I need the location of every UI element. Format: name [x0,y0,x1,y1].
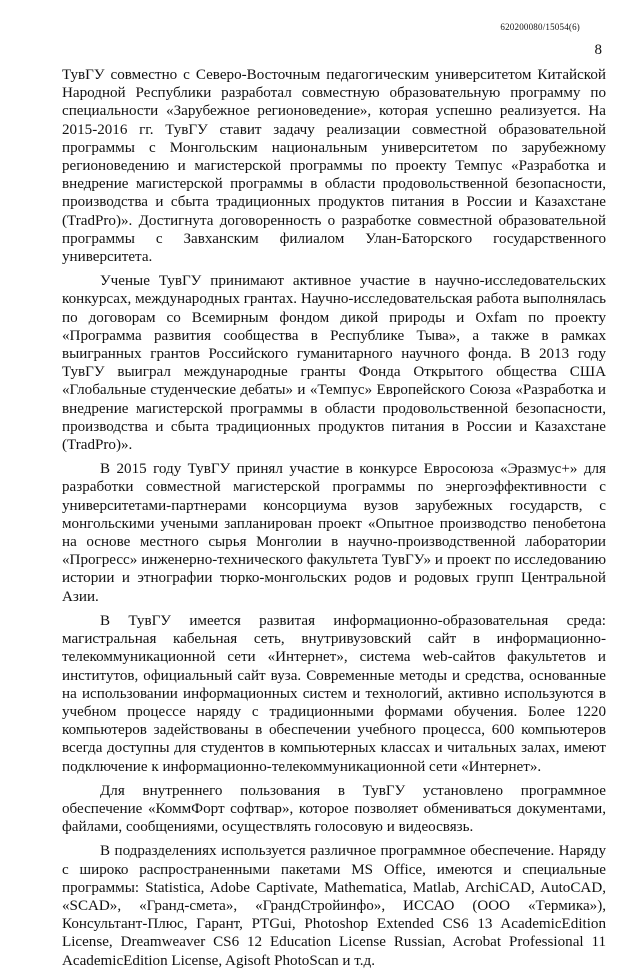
paragraph-3: В 2015 году ТувГУ принял участие в конкурсе Евросоюза «Эразмус+» для разработки совместной магистерской программы по энергоэффективности с университетами-партнерами консорциума вузов зарубежных государств, с монгольскими учеными запланирован проект «Опытное производство пенобетона на основе местного сырья Монголии в научно-производственной лаборатории «Прогресс» инженерно-технического факультета ТувГУ» и проект по исследованию истории и этнографии тюрко-монгольских родов и родовых групп Центральной Азии. [62,461,606,605]
paragraph-2: Ученые ТувГУ принимают активное участие в научно-исследовательских конкурсах, международных грантах. Научно-исследовательская работа выполнялась по договорам со Всемирным фондом дикой природы и Oxfam по проекту «Программа развития сообщества в Республике Тыва», а также в рамках выигранных грантов Российского гуманитарного научного фонда. В 2013 году ТувГУ выиграл международные гранты Фонда Открытого общества США «Глобальные студенческие дебаты» и «Темпус» Европейского Союза «Разработка и внедрение магистерской программы в области продовольственной безопасности, производства и сбыта традиционных продуктов питания в России и Казахстане (TradPro)». [62,273,606,454]
paragraph-5: Для внутреннего пользования в ТувГУ установлено программное обеспечение «КоммФорт софтвар», которое позволяет обмениваться документами, файлами, сообщениями, осуществлять голосовую и видеосвязь. [62,782,606,836]
document-code: 620200080/15054(6) [500,22,580,32]
body-text [62,66,606,976]
paragraph-6: В подразделениях используется различное программное обеспечение. Наряду с широко распространенными пакетами MS Office, имеются и специальные программы: Statistica, Adobe Captivate, Mathematica, Matlab, ArchiCAD, AutoCAD, «SCAD», «Гранд-смета», «ГрандСтройинфо», ИССАО (ООО «Термика»), Консультант-Плюс, Гарант, PTGui, Photoshop Extended CS6 13 AcademicEdition License, Dreamweaver CS6 12 Education License Russian, Acrobat Professional 11 AcademicEdition License, Agisoft PhotoScan и т.д. [62,843,606,969]
page-number: 8 [594,42,602,58]
paragraph-1: ТувГУ совместно с Северо-Восточным педагогическим университетом Китайской Народной Республики разработал совместную образовательную программу по специальности «Зарубежное регионоведение», которая успешно реализуется. На 2015-2016 гг. ТувГУ ставит задачу реализации совместной образовательной программы с Монгольским национальным университетом по зарубежному регионоведению и магистерской программы по проекту Темпус «Разработка и внедрение магистерской программы в области продовольственной безопасности, производства и сбыта традиционных продуктов питания в России и Казахстане (TradPro)». Достигнута договоренность о разработке совместной образовательной программы с Завханским филиалом Улан-Баторского государственного университета. [62,67,606,266]
paragraph-4: В ТувГУ имеется развитая информационно-образовательная среда: магистральная кабельная сеть, внутривузовский сайт в информационно-телекоммуникационной сети «Интернет», система web-сайтов факультетов и институтов, официальный сайт вуза. Современные методы и средства, основанные на использовании информационных систем и технологий, активно используются в учебном процессе наряду с традиционными формами обучения. Более 1220 компьютеров задействованы в обеспечении учебного процесса, 600 компьютеров всегда доступны для студентов в компьютерных классах и читальных залах, имеют подключение к информационно-телекоммуникационной сети «Интернет». [62,612,606,775]
